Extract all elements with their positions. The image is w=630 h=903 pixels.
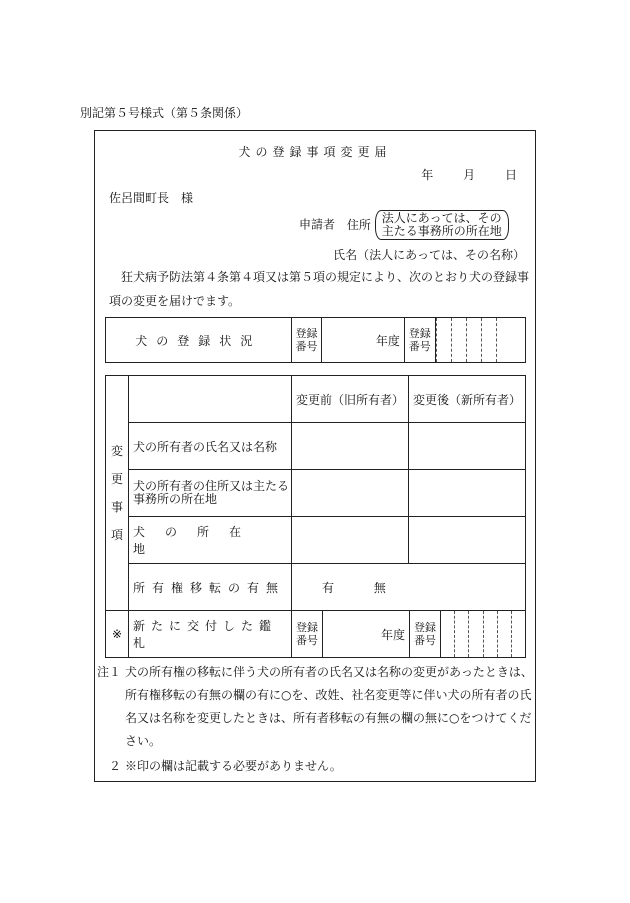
address-note-line-2: 主たる事務所の所在地: [381, 224, 502, 238]
reg-no2-label: [404, 318, 435, 363]
col-after-header: 変更後（新所有者）: [409, 376, 526, 423]
change-items-table: [105, 375, 526, 658]
note-1-text: 犬の所有権の移転に伴う犬の所有者の氏名又は名称の変更があったときは、所有権移転の有無の欄の有に○を、改姓、社名変更等に伴い犬の所有者の氏名又は名称を変更したときは、所有者移転の有無の欄の無に○をつけてください。: [125, 665, 533, 748]
address-note-line-1: 法人にあっては、その: [381, 211, 502, 225]
registration-status-label: 犬の登録状況: [106, 318, 292, 363]
intro-text: 狂犬病予防法第４条第４項又は第５項の規定により、次のとおり犬の登録事項の変更を届けでます。: [109, 270, 530, 308]
reg-no-label-2: 番号: [295, 340, 318, 353]
new-tag-fiscal-year-label: 年度: [380, 627, 405, 642]
form-title: 犬の登録事項変更届: [238, 145, 392, 159]
new-tag-reg-no-label-2: 番号: [296, 634, 318, 647]
addressee: 佐呂間町長 様: [109, 191, 194, 205]
owner-address-after-field[interactable]: [409, 470, 526, 517]
dog-location-after-field[interactable]: [409, 517, 526, 564]
address-label: 住所: [346, 217, 371, 232]
new-tag-reg-no-label: [292, 611, 323, 657]
official-use-mark: ※: [106, 611, 129, 658]
new-tag-fiscal-year-field[interactable]: [323, 611, 410, 657]
new-tag-reg-no2-label-1: 登録: [414, 621, 436, 634]
new-tag-digit-boxes[interactable]: [441, 611, 525, 657]
note-2: [95, 755, 537, 778]
fiscal-year-label: 年度: [375, 333, 400, 348]
row-ownership-transfer-label: 所有権移転の有無: [129, 564, 292, 611]
dog-location-before-field[interactable]: [292, 517, 409, 564]
note-2-number: ２: [108, 759, 121, 773]
address-note: [375, 210, 509, 240]
note-1-number: 注１: [96, 665, 121, 679]
row-owner-name-label: 犬の所有者の氏名又は名称: [129, 423, 292, 470]
registration-status-table: [105, 317, 526, 363]
date-month: 月: [463, 168, 476, 182]
ownership-yes-option[interactable]: 有: [322, 580, 335, 595]
change-items-side-label: [106, 376, 129, 611]
side-char-2: 更: [110, 472, 123, 486]
reg-no-label: [291, 318, 322, 363]
notes-section: [95, 661, 537, 778]
side-char-4: 項: [110, 528, 123, 542]
col-before-header: 変更前（旧所有者）: [292, 376, 409, 423]
note-2-text: ※印の欄は記載する必要がありません。: [125, 759, 342, 773]
new-tag-reg-no2-label-2: 番号: [414, 634, 436, 647]
header-blank: [129, 376, 292, 423]
reg-no2-label-1: 登録: [408, 327, 431, 340]
row-owner-address-label: 犬の所有者の住所又は主たる事務所の所在地: [129, 470, 292, 517]
applicant-address-line: [299, 210, 509, 240]
row-dog-location-label: 犬の所在地: [129, 517, 292, 564]
ownership-no-option[interactable]: 無: [373, 580, 386, 595]
form-frame: [94, 130, 536, 782]
submission-date: [395, 166, 517, 183]
reg-no2-label-2: 番号: [408, 340, 431, 353]
ownership-transfer-choice[interactable]: [292, 564, 526, 611]
new-tag-reg-no2-label: [410, 611, 441, 657]
side-char-1: 変: [110, 444, 123, 458]
owner-address-before-field[interactable]: [292, 470, 409, 517]
new-tag-row: [129, 611, 526, 658]
side-char-3: 事: [110, 500, 123, 514]
form-number-label: 別記第５号様式（第５条関係）: [80, 106, 249, 120]
owner-name-after-field[interactable]: [409, 423, 526, 470]
new-tag-label: 新たに交付した鑑札: [129, 611, 292, 657]
date-day: 日: [504, 168, 517, 182]
reg-no-label-1: 登録: [295, 327, 318, 340]
date-year: 年: [421, 168, 434, 182]
new-tag-reg-no-label-1: 登録: [296, 621, 318, 634]
note-1: [95, 661, 537, 753]
owner-name-before-field[interactable]: [292, 423, 409, 470]
applicant-name-label: 氏名（法人にあっては、その名称）: [333, 248, 525, 262]
fiscal-year-field[interactable]: [322, 318, 404, 363]
reg-no-digit-boxes[interactable]: [435, 318, 525, 363]
applicant-label: 申請者: [299, 217, 336, 232]
